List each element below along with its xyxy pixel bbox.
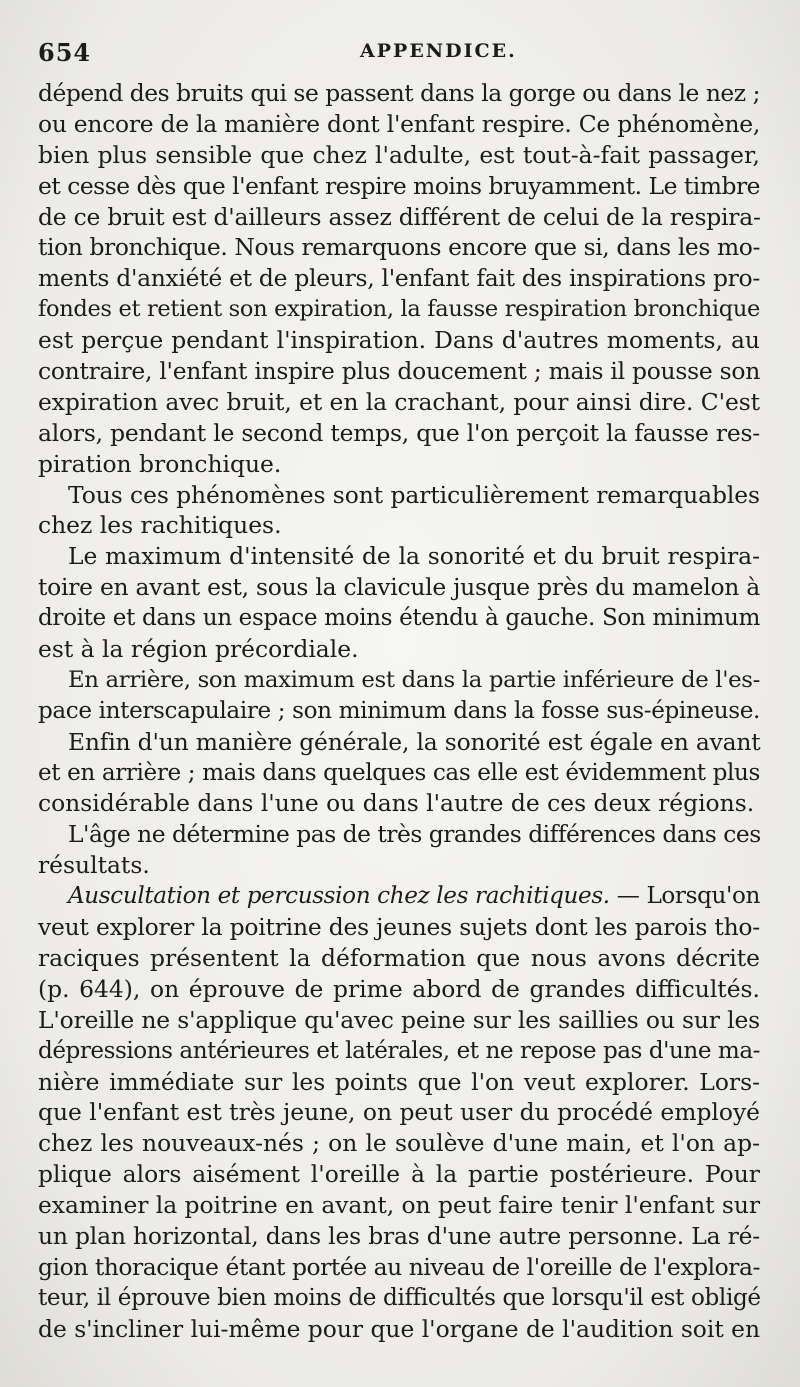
text-line xyxy=(38,1097,760,1128)
text-line-content: — Lorsqu'on xyxy=(609,883,761,910)
text-line xyxy=(38,1190,760,1221)
text-line xyxy=(38,541,760,572)
text-line xyxy=(38,171,760,202)
text-line xyxy=(38,1252,760,1283)
text-line-content: est perçue pendant l'inspiration. Dans d'autres moments, au xyxy=(38,326,760,355)
text-line-content: contraire, l'enfant inspire plus doucement ; mais il pousse son xyxy=(38,357,760,386)
text-line-content: examiner la poitrine en avant, on peut faire tenir l'enfant sur xyxy=(38,1191,760,1220)
text-line xyxy=(38,819,760,850)
text-line xyxy=(38,1314,760,1345)
text-line-content: teur, il éprouve bien moins de difficultés que lorsqu'il est obligé xyxy=(38,1284,761,1311)
text-line-content: chez les nouveaux-nés ; on le soulève d'une main, et l'on ap- xyxy=(38,1129,760,1158)
text-line-content: pace interscapulaire ; son minimum dans la fosse sus-épineuse. xyxy=(38,697,761,724)
text-line xyxy=(38,294,760,325)
text-line xyxy=(38,1005,760,1036)
text-line-content: résultats. xyxy=(38,851,150,880)
text-line-content: un plan horizontal, dans les bras d'une autre personne. La ré- xyxy=(38,1221,761,1250)
section-heading: Auscultation et percussion chez les rachitiques. xyxy=(68,883,610,910)
text-line xyxy=(38,418,760,449)
text-line-content: piration bronchique. xyxy=(38,449,282,478)
text-line xyxy=(38,665,760,696)
page-number: 654 xyxy=(38,38,92,67)
text-line xyxy=(38,510,760,541)
text-line xyxy=(38,881,760,912)
text-line-content: tion bronchique. Nous remarquons encore que si, dans les mo- xyxy=(38,233,760,262)
text-line xyxy=(38,202,760,233)
text-line-content: expiration avec bruit, et en la crachant, pour ainsi dire. C'est xyxy=(38,387,760,416)
text-line-content: considérable dans l'une ou dans l'autre de ces deux régions. xyxy=(38,789,755,818)
text-line-content: et cesse dès que l'enfant respire moins bruyamment. Le timbre xyxy=(38,171,760,200)
text-line-content: dépend des bruits qui se passent dans la gorge ou dans le nez ; xyxy=(38,79,761,107)
text-line-content: et en arrière ; mais dans quelques cas elle est évidemment plus xyxy=(38,759,761,786)
text-line xyxy=(38,572,760,603)
text-line-content: raciques présentent la déformation que nous avons décrite xyxy=(38,943,760,972)
text-line xyxy=(38,850,760,881)
text-line-content: toire en avant est, sous la clavicule jusque près du mamelon à xyxy=(38,573,760,602)
text-line-content: que l'enfant est très jeune, on peut user du procédé employé xyxy=(38,1098,760,1127)
text-line xyxy=(38,263,760,294)
text-line-content: L'oreille ne s'applique qu'avec peine sur les saillies ou sur les xyxy=(38,1005,761,1034)
text-line xyxy=(38,696,760,727)
text-line xyxy=(38,325,760,356)
body-text xyxy=(38,78,760,1345)
text-line-content: Le maximum d'intensité de la sonorité et du bruit respira- xyxy=(68,542,760,571)
text-line-content: de ce bruit est d'ailleurs assez différent de celui de la respira- xyxy=(38,202,761,231)
text-line-content: nière immédiate sur les points que l'on veut explorer. Lors- xyxy=(38,1067,760,1096)
text-line-content: En arrière, son maximum est dans la partie inférieure de l'es- xyxy=(68,666,761,693)
text-line xyxy=(38,232,760,263)
text-line-content: (p. 644), on éprouve de prime abord de grandes difficultés. xyxy=(38,974,760,1003)
running-head: APPENDICE. xyxy=(360,40,517,62)
text-line xyxy=(38,634,760,665)
text-line-content: L'âge ne détermine pas de très grandes différences dans ces xyxy=(68,820,761,849)
text-line-content: droite et dans un espace moins étendu à gauche. Son minimum xyxy=(38,605,760,632)
text-line xyxy=(38,1067,760,1098)
text-line xyxy=(38,387,760,418)
text-line xyxy=(38,1036,760,1067)
text-line-content: alors, pendant le second temps, que l'on perçoit la fausse res- xyxy=(38,418,760,447)
text-line-content: chez les rachitiques. xyxy=(38,511,282,540)
text-line xyxy=(38,109,760,140)
text-line-content: veut explorer la poitrine des jeunes sujets dont les parois tho- xyxy=(38,913,761,942)
text-line xyxy=(38,603,760,634)
text-line-content: Tous ces phénomènes sont particulièrement remarquables xyxy=(68,480,760,509)
text-line xyxy=(38,449,760,480)
text-line xyxy=(38,78,760,109)
text-line xyxy=(38,356,760,387)
text-line-content: plique alors aisément l'oreille à la partie postérieure. Pour xyxy=(38,1160,760,1189)
text-line-content: est à la région précordiale. xyxy=(38,635,359,664)
text-line xyxy=(38,1159,760,1190)
text-line-content: dépressions antérieures et latérales, et ne repose pas d'une ma- xyxy=(38,1037,760,1064)
text-line xyxy=(38,140,760,171)
text-line xyxy=(38,943,760,974)
text-line xyxy=(38,974,760,1005)
text-line-content: Enfin d'un manière générale, la sonorité est égale en avant xyxy=(68,727,761,756)
text-line xyxy=(38,912,760,943)
text-line xyxy=(38,788,760,819)
page-header xyxy=(38,38,760,72)
text-line xyxy=(38,1283,760,1314)
text-line xyxy=(38,1221,760,1252)
text-line-content: bien plus sensible que chez l'adulte, est tout-à-fait passager, xyxy=(38,140,760,169)
text-line-content: ou encore de la manière dont l'enfant respire. Ce phénomène, xyxy=(38,109,761,138)
text-line xyxy=(38,480,760,511)
text-line-content: de s'incliner lui-même pour que l'organe de l'audition soit en xyxy=(38,1314,760,1343)
text-line xyxy=(38,758,760,789)
text-line xyxy=(38,1128,760,1159)
text-line xyxy=(38,727,760,758)
text-line-content: ments d'anxiété et de pleurs, l'enfant fait des inspirations pro- xyxy=(38,264,760,293)
text-line-content: gion thoracique étant portée au niveau de l'oreille de l'explora- xyxy=(38,1252,760,1281)
text-line-content: fondes et retient son expiration, la fausse respiration bronchique xyxy=(38,296,760,323)
